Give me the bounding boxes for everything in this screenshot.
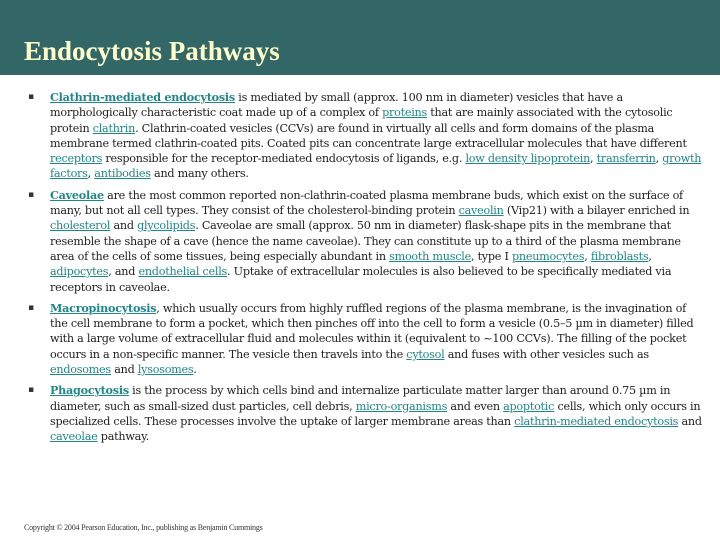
body-text: . Clathrin-coated vesicles (CCVs) are found in virtually all cells and form domains of the plasma membrane termed clathrin-coated pits. Coated pits can concentrate large extracellular molecules that have different xyxy=(50,121,687,150)
body-text: and fuses with other vesicles such as xyxy=(444,347,649,361)
bullet-icon: ▪ xyxy=(28,92,34,102)
body-text: , and xyxy=(108,265,139,279)
body-text: and xyxy=(110,363,138,377)
bullet-icon: ▪ xyxy=(28,385,34,396)
text-link[interactable]: growth factors xyxy=(50,152,702,181)
text-link[interactable]: lysosomes xyxy=(137,363,194,377)
bullet-list xyxy=(0,90,720,451)
body-text: , type I xyxy=(470,249,512,263)
body-text: , xyxy=(590,152,597,166)
text-link[interactable]: caveolae xyxy=(50,430,98,444)
text-link[interactable]: pneumocytes xyxy=(511,249,585,263)
bullet-item xyxy=(0,383,720,444)
body-text: cells, which only occurs in specialized cells. These processes involve the uptake of larger membrane areas than xyxy=(50,399,701,428)
body-text: . xyxy=(193,363,197,377)
text-link[interactable]: smooth muscle xyxy=(389,249,471,263)
text-link[interactable]: transferrin xyxy=(596,152,656,166)
text-link[interactable]: cytosol xyxy=(406,347,445,361)
copyright-footer: Copyright © 2004 Pearson Education, Inc., publishing as Benjamin Cummings xyxy=(24,523,263,532)
body-text: , xyxy=(648,249,652,263)
text-link[interactable]: glycolipids xyxy=(137,219,196,233)
bullet-icon: ▪ xyxy=(28,302,34,313)
body-text: and many others. xyxy=(150,167,249,181)
text-link[interactable]: cholesterol xyxy=(50,219,111,233)
body-text: is the process by which cells bind and internalize particulate matter larger than around 0.75 µm in diameter, such as small-sized dust particles, cell debris, xyxy=(50,384,671,413)
term-link[interactable]: Macropinocytosis xyxy=(50,300,157,315)
text-link[interactable]: antibodies xyxy=(94,167,151,181)
body-text: responsible for the receptor-mediated endocytosis of ligands, e.g. xyxy=(102,152,466,166)
body-text: , xyxy=(87,167,95,181)
body-text: are the most common reported non-clathrin-coated plasma membrane buds, which exist on the surface of many, but not all cell types. They consist of the cholesterol-binding protein xyxy=(50,188,683,218)
text-link[interactable]: caveolin xyxy=(458,204,504,218)
bullet-item xyxy=(0,90,720,182)
text-link[interactable]: clathrin xyxy=(92,121,136,135)
term-link[interactable]: Clathrin-mediated endocytosis xyxy=(50,90,235,104)
bullet-icon: ▪ xyxy=(28,189,34,200)
text-link[interactable]: receptors xyxy=(50,152,103,166)
text-link[interactable]: fibroblasts xyxy=(590,249,649,263)
body-text: , xyxy=(655,152,663,166)
text-link[interactable]: micro-organisms xyxy=(355,399,448,413)
title-bar xyxy=(0,0,720,75)
text-link[interactable]: proteins xyxy=(382,106,427,120)
body-text: (Vip21) with a bilayer enriched in xyxy=(503,204,690,218)
term-link[interactable]: Caveolae xyxy=(50,187,104,202)
body-text: . Caveolae are small (approx. 50 nm in diameter) flask-shape pits in the membrane that resemble the shape of a cave (hence the name caveolae). They can constitute up to a third of the plasma membrane area of the cells of some tissues, being especially abundant in xyxy=(50,219,681,263)
term-link[interactable]: Phagocytosis xyxy=(50,383,129,398)
slide-title: Endocytosis Pathways xyxy=(24,36,280,66)
text-link[interactable]: clathrin-mediated endocytosis xyxy=(514,414,679,428)
bullet-item xyxy=(0,301,720,377)
body-text: that are mainly associated with the cytosolic protein xyxy=(50,106,673,135)
body-text: and xyxy=(678,414,702,428)
body-text: , xyxy=(584,249,591,263)
text-link[interactable]: endothelial cells xyxy=(138,265,228,279)
text-link[interactable]: endosomes xyxy=(50,363,111,377)
body-text: and even xyxy=(447,399,504,413)
body-text: and xyxy=(110,219,138,233)
text-link[interactable]: adipocytes xyxy=(50,265,109,279)
body-text: , which usually occurs from highly ruffled regions of the plasma membrane, is the invagination of the cell membrane to form a pocket, which then pinches off into the cell to form a vesicle (0.5–5 µm in diameter) filled with a large volume of extracellular fluid and molecules within it (equivalent to ~100 CCVs). The filling of the pocket occurs in a non-specific manner. The vesicle then travels into the xyxy=(50,301,694,361)
body-text: is mediated by small (approx. 100 nm in diameter) vesicles that have a morphologically characteristic coat made up of a complex of xyxy=(50,91,623,120)
text-link[interactable]: low density lipoprotein xyxy=(465,152,591,166)
body-text: . Uptake of extracellular molecules is also believed to be specifically mediated via receptors in caveolae. xyxy=(50,265,672,294)
body-text: pathway. xyxy=(97,430,149,444)
text-link[interactable]: apoptotic xyxy=(503,399,555,413)
bullet-item xyxy=(0,188,720,295)
